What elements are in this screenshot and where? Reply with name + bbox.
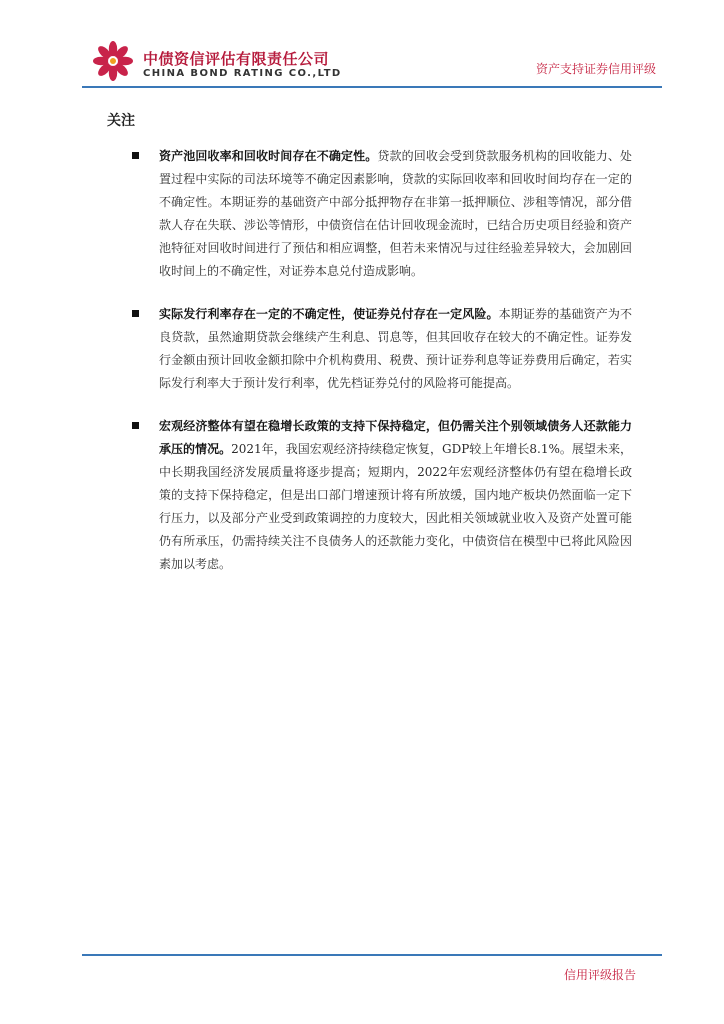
- bullet-item: [132, 303, 632, 395]
- footer-label: 信用评级报告: [563, 968, 636, 982]
- bullet-lead: 实际发行利率存在一定的不确定性，使证券兑付存在一定风险。: [159, 307, 499, 321]
- flower-logo-icon: [92, 40, 134, 82]
- section-title: 关注: [107, 113, 135, 129]
- bullet-lead: 资产池回收率和回收时间存在不确定性。: [159, 149, 378, 163]
- square-bullet-icon: [132, 152, 139, 159]
- bullet-list: [132, 145, 632, 596]
- bullet-paragraph: [159, 303, 632, 395]
- bullet-lead: 宏观经济整体有望在稳增长政策的支持下保持稳定，但仍需关注个别领域债务人还款能力承压的情况。: [159, 419, 632, 456]
- company-name-cn: 中债资信评估有限责任公司: [143, 50, 330, 68]
- header-divider: [82, 86, 662, 88]
- square-bullet-icon: [132, 422, 139, 429]
- bullet-item: [132, 415, 632, 576]
- square-bullet-icon: [132, 310, 139, 317]
- company-name-en: CHINA BOND RATING CO.,LTD: [143, 68, 342, 79]
- bullet-body: 2021年，我国宏观经济持续稳定恢复，GDP较上年增长8.1%。展望未来，中长期我国经济发展质量将逐步提高；短期内，2022年宏观经济整体仍有望在稳增长政策的支持下保持稳定，但是出口部门增速预计将有所放缓，国内地产板块仍然面临一定下行压力，以及部分产业受到政策调控的力度较大，因此相关领域就业收入及资产处置可能仍有所承压，仍需持续关注不良债务人的还款能力变化，中债资信在模型中已将此风险因素加以考虑。: [159, 442, 632, 571]
- report-type-label: 资产支持证券信用评级: [535, 62, 656, 76]
- page-header: [0, 0, 724, 92]
- bullet-paragraph: [159, 415, 632, 576]
- bullet-paragraph: [159, 145, 632, 283]
- bullet-body: 贷款的回收会受到贷款服务机构的回收能力、处置过程中实际的司法环境等不确定因素影响，贷款的实际回收率和回收时间均存在一定的不确定性。本期证券的基础资产中部分抵押物存在非第一抵押顺位、涉租等情况，部分借款人存在失联、涉讼等情形，中债资信在估计回收现金流时，已结合历史项目经验和资产池特征对回收时间进行了预估和相应调整，但若未来情况与过往经验差异较大，会加剧回收时间上的不确定性，对证券本息兑付造成影响。: [159, 149, 632, 278]
- footer-divider: [82, 954, 662, 956]
- bullet-body: 本期证券的基础资产为不良贷款，虽然逾期贷款会继续产生利息、罚息等，但其回收存在较大的不确定性。证券发行金额由预计回收金额扣除中介机构费用、税费、预计证券利息等证券费用后确定，若实际发行利率大于预计发行利率，优先档证券兑付的风险将可能提高。: [159, 307, 632, 390]
- bullet-item: [132, 145, 632, 283]
